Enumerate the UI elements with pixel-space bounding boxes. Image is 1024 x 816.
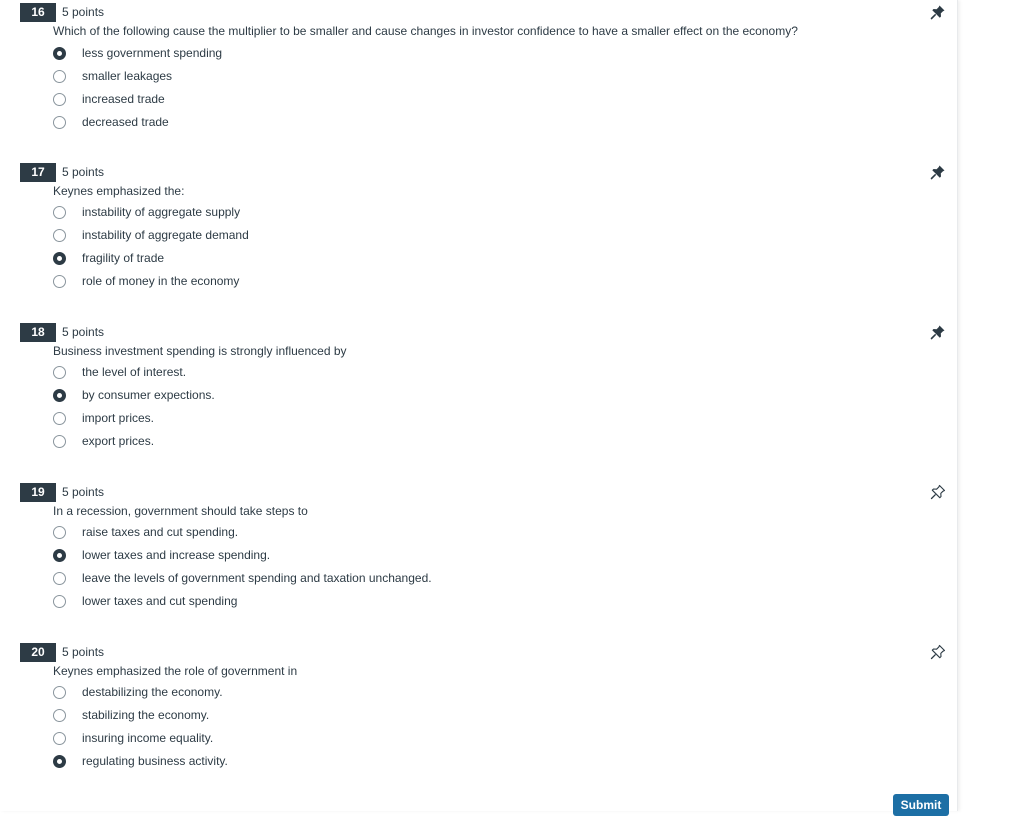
radio-unselected-icon[interactable]: [53, 732, 66, 745]
question-19: [0, 482, 957, 642]
question-number: 20: [20, 643, 56, 662]
answer-option[interactable]: [53, 362, 186, 382]
answer-label: smaller leakages: [82, 69, 173, 83]
answer-option[interactable]: [53, 545, 270, 565]
answer-label: by consumer expections.: [82, 388, 215, 402]
question-header: [20, 162, 104, 182]
answer-label: import prices.: [82, 411, 155, 425]
pin-outline-icon[interactable]: [930, 484, 946, 500]
question-text: Keynes emphasized the:: [53, 184, 185, 198]
question-text: In a recession, government should take steps to: [53, 504, 308, 518]
radio-selected-icon[interactable]: [53, 47, 66, 60]
submit-button[interactable]: Submit: [893, 794, 949, 816]
question-header: [20, 642, 104, 662]
answer-label: less government spending: [82, 46, 223, 60]
radio-unselected-icon[interactable]: [53, 70, 66, 83]
question-header: [20, 482, 104, 502]
radio-unselected-icon[interactable]: [53, 686, 66, 699]
question-points: 5 points: [62, 325, 105, 339]
question-points: 5 points: [62, 5, 105, 19]
radio-unselected-icon[interactable]: [53, 366, 66, 379]
answer-option[interactable]: [53, 682, 223, 702]
question-points: 5 points: [62, 645, 105, 659]
answer-option[interactable]: [53, 225, 249, 245]
question-number: 18: [20, 323, 56, 342]
answer-label: lower taxes and cut spending: [82, 594, 238, 608]
radio-unselected-icon[interactable]: [53, 709, 66, 722]
radio-unselected-icon[interactable]: [53, 412, 66, 425]
radio-selected-icon[interactable]: [53, 549, 66, 562]
answer-label: destabilizing the economy.: [82, 685, 223, 699]
question-20: [0, 642, 957, 802]
radio-unselected-icon[interactable]: [53, 595, 66, 608]
question-16: [0, 2, 957, 162]
question-text: Business investment spending is strongly influenced by: [53, 344, 347, 358]
question-number: 17: [20, 163, 56, 182]
answer-option[interactable]: [53, 568, 432, 588]
answer-label: fragility of trade: [82, 251, 165, 265]
answer-label: instability of aggregate supply: [82, 205, 241, 219]
radio-unselected-icon[interactable]: [53, 116, 66, 129]
answer-label: stabilizing the economy.: [82, 708, 210, 722]
radio-unselected-icon[interactable]: [53, 206, 66, 219]
pin-outline-icon[interactable]: [930, 644, 946, 660]
radio-unselected-icon[interactable]: [53, 572, 66, 585]
radio-unselected-icon[interactable]: [53, 435, 66, 448]
pin-filled-icon[interactable]: [930, 164, 946, 180]
answer-option[interactable]: [53, 66, 172, 86]
answer-label: instability of aggregate demand: [82, 228, 249, 242]
radio-selected-icon[interactable]: [53, 755, 66, 768]
answer-option[interactable]: [53, 431, 154, 451]
answer-label: raise taxes and cut spending.: [82, 525, 239, 539]
answer-option[interactable]: [53, 728, 213, 748]
question-points: 5 points: [62, 165, 105, 179]
answer-label: decreased trade: [82, 115, 169, 129]
question-number: 16: [20, 3, 56, 22]
answer-label: increased trade: [82, 92, 165, 106]
answer-label: the level of interest.: [82, 365, 187, 379]
radio-selected-icon[interactable]: [53, 252, 66, 265]
answer-option[interactable]: [53, 385, 215, 405]
answer-label: insuring income equality.: [82, 731, 214, 745]
answer-option[interactable]: [53, 705, 209, 725]
answer-label: export prices.: [82, 434, 155, 448]
radio-selected-icon[interactable]: [53, 389, 66, 402]
question-points: 5 points: [62, 485, 105, 499]
answer-option[interactable]: [53, 271, 239, 291]
radio-unselected-icon[interactable]: [53, 229, 66, 242]
pin-filled-icon[interactable]: [930, 4, 946, 20]
answer-option[interactable]: [53, 43, 222, 63]
answer-option[interactable]: [53, 751, 228, 771]
question-18: [0, 322, 957, 482]
answer-label: leave the levels of government spending and taxation unchanged.: [82, 571, 432, 585]
answer-label: lower taxes and increase spending.: [82, 548, 271, 562]
question-17: [0, 162, 957, 322]
answer-option[interactable]: [53, 408, 154, 428]
question-text: Keynes emphasized the role of government in: [53, 664, 298, 678]
question-header: [20, 322, 104, 342]
answer-option[interactable]: [53, 202, 240, 222]
answer-label: role of money in the economy: [82, 274, 240, 288]
answer-option[interactable]: [53, 591, 237, 611]
question-header: [20, 2, 104, 22]
radio-unselected-icon[interactable]: [53, 93, 66, 106]
answer-option[interactable]: [53, 248, 164, 268]
radio-unselected-icon[interactable]: [53, 526, 66, 539]
answer-option[interactable]: [53, 522, 238, 542]
answer-option[interactable]: [53, 89, 165, 109]
answer-option[interactable]: [53, 112, 169, 132]
question-text: Which of the following cause the multiplier to be smaller and cause changes in investor confidence to have a smaller effect on the economy?: [53, 24, 798, 38]
answer-label: regulating business activity.: [82, 754, 228, 768]
question-number: 19: [20, 483, 56, 502]
pin-filled-icon[interactable]: [930, 324, 946, 340]
radio-unselected-icon[interactable]: [53, 275, 66, 288]
